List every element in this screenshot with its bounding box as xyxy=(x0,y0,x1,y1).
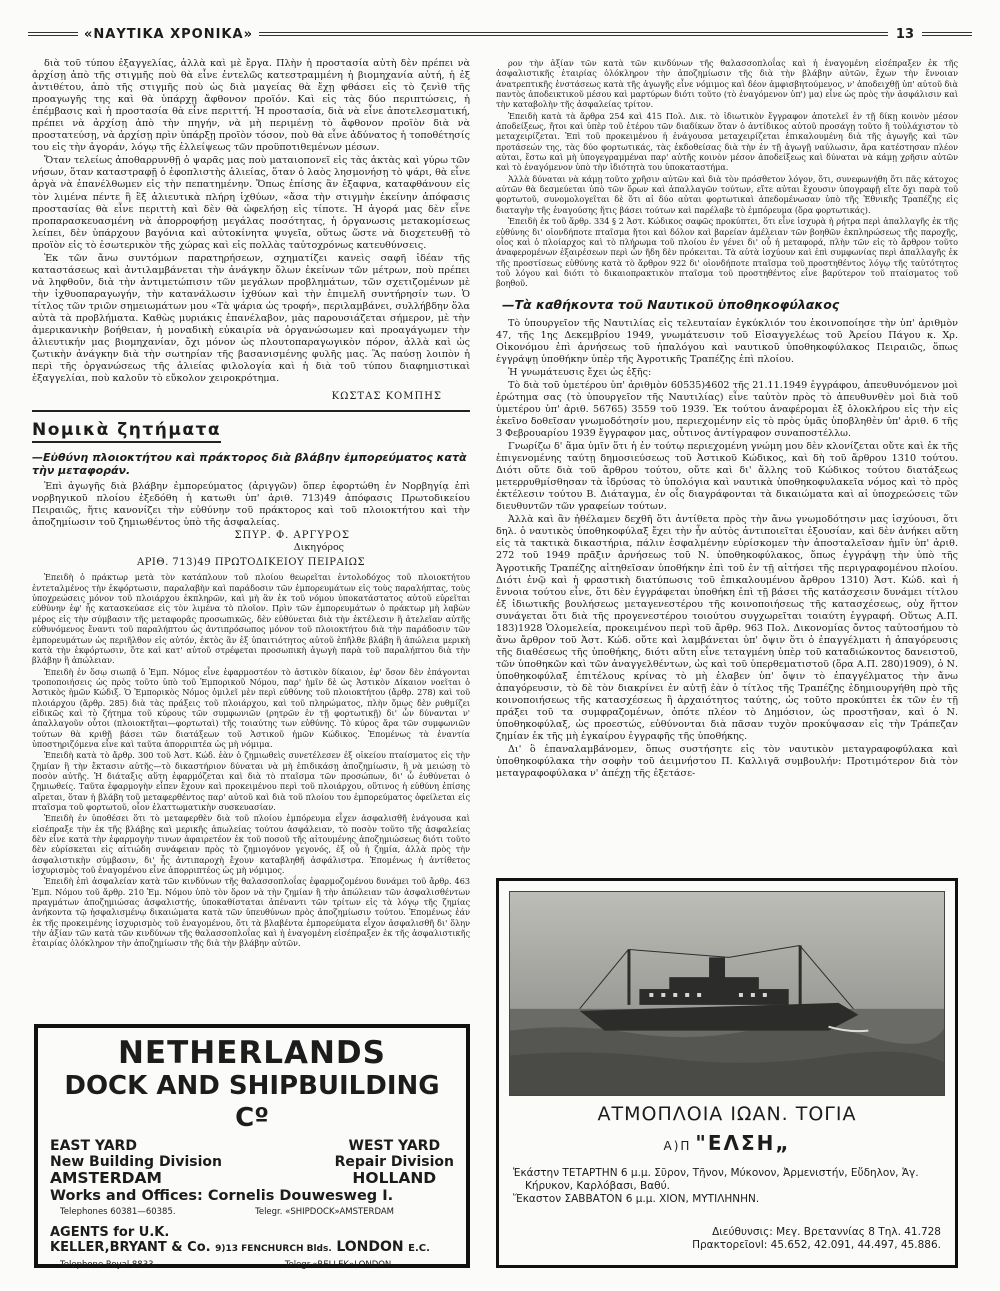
article-paragraph: Δι' ὃ ἐπαναλαμβάνομεν, ὅπως συστήσητε εἰς τὸν ναυτικὸν μεταγραφοφύλακα καὶ ὑποθηκοφύλακα τὴν σοφὴν τοῦ ἀειμνήστου Π. Καλλιγᾶ συμβουλήν: Προτιμότερον διὰ τὸν μεταγραφοφύλακα ν' ἀπέχῃ τῆς ἐξετάσε- xyxy=(496,744,958,780)
west-yard-label: WEST YARD xyxy=(348,1138,441,1154)
agents-contact-line xyxy=(60,1260,394,1270)
agents-postcode: E.C. xyxy=(408,1243,430,1254)
ad-yards xyxy=(50,1138,454,1186)
article-paragraph: Ἀλλὰ καὶ ἂν ἠθέλαμεν δεχθῆ ὅτι ἀντίθετα πρὸς τὴν ἄνω γνωμοδότησιν μας ἰσχύουσι, ὅτι δηλ. ὁ ναυτικὸς ὑποθηκοφύλαξ ἔχει τὴν ἦν αὐτὸς ἀντιποιεῖται ἐξουσίαν, καὶ δὲν ἀνήκει αὕτη εἰς τὰ τακτικὰ δικαστήρια, πάλιν ἐσφαλμένην εὑρίσκομεν τὴν ἀποσταλεῖσαν ἡμῖν ὑπ' ἀριθ. 272 τοῦ 1949 πρᾶξιν ἀρνήσεως τοῦ Ν. ὑποθηκοφύλακος, ὅπως ἐγγράψῃ τὴν ὑπὸ τῆς Ἀγροτικῆς Τραπέζης αἰτηθεῖσαν ὑποθήκην ἐπὶ τοῦ ἐν τῇ αἰτήσει τῆς περιγραφομένου πλοίου. Διότι ἐνῷ καὶ ἡ φραστικὴ διατύπωσις τοῦ ἐπικαλουμένου ἄρθρου 1310) Ἀστ. Κώδ. καὶ ἡ ἔννοια τούτου εἶνε, ὅτι δὲν ἐγγράφεται ὑποθήκη ἐπὶ τῇ βάσει τῆς κατάσχεσιν δυνάμει τίτλου ἐξ ἰδιωτικῆς βουλήσεως μεταγενεστέρου τῆς κοινοποιήσεως τῆς κατασχέσεως, οὐχ ἥττον συνάγεται ὅτι διὰ τῆς προγενεστέρου τοιούτου συγχωρεῖται τοιαύτη ἐγγραφή. Οὕτως Α.Π. 183)1928 Ὁλομελεία, προκειμένου περὶ τοῦ ἄρθρ. 963 Πολ. Δικονομίας ὄντος ταὐτοσήμου τὸ ἄνω ἄρθρον τοῦ Ἀστ. Κώδ. οὔτε καὶ λαμβάνεται ὑπ' ὄψιν ὅτι ὁ ἐπαγγέλματι ἡ ἀπαγόρευσις τῆς διαθέσεως τῆς ὑποθήκης, διότι αὕτη εἶνε τεταγμένη ὑπὲρ τοῦ καταδιώκοντος δανειστοῦ, τῶν ὑποθηκῶν καὶ τῶν ἀναγγελθέντων, ὡς καὶ τοῦ ὑπερθεματιστοῦ (ὅρα Α.Π. 280)1909), ὁ Ν. ὑποθηκοφύλαξ ἐπιτέλους κρίνας τὸ μὴ ἐλαβεν ὑπ' ὄψιν τὸ ἐπαγγέλματος τὴν ἄνω ἀπαγόρευσιν, τὸ δὲ τὸν διακρίνει ἐν αὐτῇ ἐὰν ὁ τίτλος τῆς Τραπέζης ἐδημιουργήθη πρὸ τῆς κοινοποιήσεως τῆς κατασχέσεως ἢ ἀρχαιότητος ταύτης, ὡς τοῦτο προκύπτει ἐκ τῶν ἐν τῇ πράξει τοῦ τα συμφραζομένων, ὁπότε πλέον τὸ Δημόσιον, ὡς προστῆσαν, καὶ ὁ Ν. ὑποθηκοφύλαξ, ὡς προεστώς, εὐθύνονται διὰ πᾶσαν τυχὸν προκύψασαν εἰς τὴν Τράπεζαν ζημίαν ἐκ τῆς μὴ ἐγκαίρου ἐγγραφῆς τῆς ὑποθήκης. xyxy=(496,514,958,743)
ship-name: "ΕΛΣΗ„ xyxy=(695,1131,791,1155)
ruling-paragraph: Ἐπειδὴ ἐπὶ ἀσφαλείαν κατὰ τῶν κινδύνων τῆς θαλασσοπλοΐας ἐφαρμοζομένου δυνάμει τοῦ ἄρθρ. 463 Ἐμπ. Νόμου τοῦ ἄρθρ. 210 Ἐμ. Νόμου ὑπὸ τὸν ὅρον νὰ τὴν ζημίαν ἢ τὴν ἀπώλειαν τῶν ἀσφαλισθέντων πραγμάτων ἀποζημιώσας ἀσφαλιστής, ὑποκαθίσταται ἀπέναντι τῶν τρίτων εἰς τὰ λόγῳ τῆς ζημίας ἀνήκοντα τῷ ἠσφαλισμένῳ δικαιώματα κατὰ τῶν ὑπευθύνων πρὸς ἀποζημίωσιν τούτου. Ἐπομένως ἐάν ἐκ τῆς προκειμένης ἰσχυρισμὸς τοῦ ἐναγομένου, ὅτι τὰ βλαβέντα ἐμπορεύματα εἶχον ἀσφαλισθῆ δι' ὅλην τὴν ἀξίαν τῶν κατὰ τῶν κινδύνων τῆς θαλασσοπλοΐας καὶ ἡ ἐναγομένη εἰσέπραξεν ἐκ τῆς ἀσφαλιστικῆς ἑταιρίας ὁλόκληρον τὴν ἀποζημίωσιν τῆς διὰ τὴν βλάβην αὐτῶν. xyxy=(32,876,470,949)
west-yard xyxy=(335,1138,454,1186)
left-column xyxy=(32,58,470,950)
article-paragraph: Ὅταν τελείως ἀποθαρρυνθῇ ὁ ψαρᾶς μας ποὺ ματαιοπονεῖ εἰς τὰς ἀκτὰς καὶ γύρω τῶν νήσων, ὅταν καταστραφῇ ὁ ἐφοπλιστὴς ἁλιείας, ὅταν ὁ λαὸς λησμονήσῃ τὸ ψάρι, θὰ εἶνε ἀργὰ νὰ ἐπανέλθωμεν εἰς τὴν πεπατημένην. Ὅπως ἐπίσης ἂν ἐξαφνα, καταφθάνουν εἰς τὸν λιμένα πέντε ἢ ἓξ ἁλιευτικὰ πλήρη ἰχθύων, «ἄσα τὴν στιγμὴν ἐκείνην ἀπόφασις προστασίας θὰ εἶνε περιττὴ καὶ δὲν θὰ ὠφελήσῃ εἰς τίποτε. Ἡ ἀγορά μας δὲν εἶνε προπαρασκευασμένη νὰ ἀπορροφήσῃ μεγάλας ποσότητας, ἡ ὀργανωσις μετακομίσεως λείπει, δὲν ὑπάρχουν βαγόνια καὶ αὐτοκίνητα ψυγεῖα, οὕτως ὥστε νὰ διοχετευθῇ τὸ προϊὸν εἰς τὸ ἐσωτερικὸν τῆς χώρας καὶ εἰς πολλὰς ταὐτοχρόνως κατευθύνσεις. xyxy=(32,155,470,251)
ruling-paragraph: Ἐπειδὴ κατὰ τὸ ἄρθρ. 300 τοῦ Ἀστ. Κώδ. ἐὰν ὁ ζημιωθεὶς συνετέλεσεν ἐξ οἰκείου πταίσματος εἰς τὴν ζημίαν ἢ τὴν ἔκτασιν αὐτῆς—τὸ δικαστήριον δύναται νὰ μὴ ἐπιδικάσῃ ἀποζημίωσιν, ἢ νὰ μειώσῃ τὸ ποσὸν αὐτῆς. Ἡ διάταξις αὕτη ἐφαρμόζεται καὶ διὰ τὸ πταῖσμα τῶν προσώπων, δι' ὧ ἐυθύνεται ὁ ζημιωθείς. Ταῦτα ἐφαρμογὴν εἶπεν ἔχουν καὶ προκειμένου περὶ τοῦ πλοιάρχου, οὕτινος ἡ εὐθύνη ἐπίσης αἴρεται, ὅταν ἡ βλάβη τοῦ μεταφερθέντος παρ' αὐτοῦ καὶ διὰ τοῦ πλοίου του ἐμπορεύματος ὀφείλεται εἰς πταῖσμα τοῦ φορτωτοῦ, οἷον ἐλαττωματικὴν συσκευασίαν. xyxy=(32,750,470,813)
east-yard-city: AMSTERDAM xyxy=(50,1169,162,1187)
agents-line xyxy=(50,1240,454,1257)
ad-works-address: Works and Offices: Cornelis Douwesweg I. xyxy=(50,1188,394,1204)
agents-city: LONDON xyxy=(336,1239,404,1255)
east-yard xyxy=(50,1138,222,1186)
author-role-line xyxy=(32,542,350,554)
ruling-paragraph: ρον τὴν ἀξίαν τῶν κατὰ τῶν κινδύνων τῆς θαλασσοπλοΐας καὶ ἡ ἐναγομένη εἰσέπραξεν ἐκ τῆς ἀσφαλιστικῆς ἑταιρίας ὁλόκληρον τὴν ἀποζημίωσιν τῆς διὰ τὴν βλάβην αὐτῶν, ἔχων τὴν ἔννοιαν ἀνατρεπτικῆς ἐνστάσεως κατὰ τῆς ἀγωγῆς εἶνε νόμιμος καὶ δέον ἀμφισβητούμενος, ν' ἀποδειχθῇ ὑπ' αὐτοῦ διὰ παντὸς ἀποδεικτικοῦ μέσου καὶ μαρτύρων διότι τοῦτο (τὸ ἐναγόμενον ὑπ') μα) εἶνε ὡς πρὸς τὴν ἀσφάλισιν καὶ τὴν καταβολὴν τῆς ἀσφαλείας τρίτον. xyxy=(496,58,958,110)
agents-telephone: Telephone Royal 8833. xyxy=(60,1260,157,1270)
ruling-paragraph: Ἐπειδὴ ἐν ὅσῳ σιωπᾷ ὁ Ἐμπ. Νόμος εἶνε ἐφαρμοστέον τὸ ἀστικὸν δίκαιον, ἐφ' ὅσον δὲν ἐπάγονται τροποποιήσεις ὡς πρὸς τοῦτο ὑπὸ τοῦ Ἐμπορικοῦ Νόμου, παρ' ἡμῖν δὲ ὡς Ἀστικὸν Δίκαιον νοεῖται ὁ Ἀστικὸς ἡμῶν Κώδιξ. Ὁ Ἐμπορικὸς Νόμος ὁμιλεῖ μὲν περὶ εὐθύνης τοῦ πλοιοκτήτου (ἄρθρ. 278) καὶ τοῦ πλοιάρχου (ἄρθρ. 285) διὰ τὰς πράξεις τοῦ πλοιάρχου, καὶ τοῦ πληρώματος, πλὴν ὅμως δὲν ρυθμίζει εἰδικῶς καὶ τὸ ζήτημα τοῦ κύρους τῶν συμφωνιῶν (ρητρῶν ἐν τῇ φορτωτικῇ) δι' ὧν δύνανται ν' ἀπαλλαγοῦν οὗτοι (πλοιοκτῆται—φορτωταὶ) τῆς τοιαύτης των εὐθύνης. Τὸ κύρος ἄρα τῶν συμφωνιῶν τούτων θὰ κριθῇ βάσει τῶν διατάξεων τοῦ Ἀστικοῦ ἡμῶν Κώδικος. Ἐπομένως τὰ ἐναντία ὑποστηριζόμενα εἶνε καὶ ταῦτα ἀπορριπτέα ὡς μὴ νόμιμα. xyxy=(32,666,470,749)
author-name: ΣΠΥΡ. Φ. ΑΡΓΥΡΟΣ xyxy=(234,530,350,542)
ruling-paragraph: Ἐπειδὴ ὁ πράκτωρ μετὰ τὸν κατάπλουν τοῦ πλοίου θεωρεῖται ἐντολοδόχος τοῦ πλοιοκτήτου ἐντεταλμένος τὴν ἐκφόρτωσιν, παραλαβὴν καὶ παράδοσιν τῶν ἐμπορευμάτων εἰς τοὺς παραλήπτας, τοὺς ὑποχρεώσεις μόνον τοῦ πλοιάρχου ἐκπληρῶν, καὶ μὴ ἂν ἐκ τοῦ νόμου ὑποκατάστατος αὐτοῦ εὑρεῖται εὐθύνην ἐφ' ἧς κατασκεύασε εἰς τὸν λιμένα τὸ πλοῖον. Πρὶν τῶν ἐμπορευμάτων ὁ πράκτωρ μὴ λαβὼν μέρος εἰς τὴν σύμβασιν τῆς μεταφορᾶς προσωπικῶς, δὲν εὐθύνεται διὰ τὴν ἐκτέλεσιν ἢ ἀτελεῖαν αὐτῆς εὐθυνόμενος ἔναντι τοῦ παραλήπτου ὡς ἀντιπρόσωπος μόνον τοῦ πλοιοκτήτου διὰ τὴν παράδοσιν τῶν ἐμπορευμάτων ὡς περιῆλθον εἰς αὐτόν, ἐκτὸς ἂν ἐξ ὑπαιτιότητος αὐτοῦ ἐπῆλθε βλάβη ἢ ἀπώλεια μερικὴ κατὰ τὴν ἐκφόρτωσιν, ὅτε καὶ κατ' αὐτοῦ στρέφεται προσωπικὴ ἀγωγὴ παρὰ τοῦ παραλήπτου διὰ τὴν βλάβην ἢ ἀπώλειαν. xyxy=(32,572,470,666)
section-title: —Τὰ καθήκοντα τοῦ Ναυτικοῦ ὑποθηκοφύλακος xyxy=(502,296,840,312)
page-number: 13 xyxy=(895,26,914,42)
ad-company-subtitle: DOCK AND SHIPBUILDING Cº xyxy=(64,1071,440,1133)
ruling-paragraph: Ἐπειδὴ ἐν ὑποθέσει ὅτι τὸ μεταφερθὲν διὰ τοῦ πλοίου ἐμπόρευμα εἶχεν ἀσφαλισθῆ ἐνάγουσα καὶ εἰσέπραξε τὴν ἐκ τῆς βλάβης καὶ μερικῆς ἀπωλείας τούτου ἀσφάλειαν, τὸ ποσὸν τοῦτο τῆς ἀσφαλείας δὲν εἶνε κατὰ τὴν ἐφαρμογὴν τινων ἀφαιρετέον ἐκ τοῦ ποσοῦ τῆς αἰτουμένης ἀποζημιώσεως διότι τοῦτο δὲν εὑρίσκεται εἰς αἰτιώδη συνάφειαν πρὸς τὸ ζημιογόνον γεγονός, ἐξ οὗ ἡ ζημία, ἀλλὰ πρὸς τὴν ἀσφαλιστικὴν σύμβασιν, δι' ἧς ἀντιπαροχὴ ἔχουν καταβληθῆ ἀσφάλιστρα. Ἐπομένως ἡ ἀντίθετος ἰσχυρισμὸς τοῦ ἐναγομένου εἶνε ἀπορριπτέος ὡς μὴ νόμιμος. xyxy=(32,813,470,876)
article-paragraph: Τὸ διὰ τοῦ ὑμετέρου ὑπ' ἀριθμὸν 60535)4602 τῆς 21.11.1949 ἐγγράφου, ἀπευθυνόμενον μοὶ ἐρώτημα σας (τὸ ὑπουργεῖον τῆς Ναυτιλίας) εἶνε ταὐτὸν πρὸς τὸ ἀπευθυνθὲν μοὶ διὰ τοῦ ὑμετέρου ὑπ' ἀριθ. 56765) 3559 τοῦ 1939. Ἐκ τούτου ἀναφέρομαι ἐξ ὁλοκλήρου εἰς τὴν εἰς ἐκεῖνο δοθεῖσαν γνωμοδότησίν μου, περιεχομένην εἰς τὸ πρὸς ὑμᾶς ὑποβληθὲν ὑπ' ἀριθ. 6 τῆς 3 Φεβρουαρίου 1939 ἔγγραφον μας, οὗτινος ἀντίγραφον συναποστέλλω. xyxy=(496,379,958,439)
ad-address: Διεύθυνσις: Μεγ. Βρεταννίας 8 Τηλ. 41.728 xyxy=(712,1226,941,1238)
article-paragraph: Ἡ γνωμάτευσις ἔχει ὡς ἑξῆς: xyxy=(508,366,652,378)
ad-title: ΑΤΜΟΠΛΟΙΑ ΙΩΑΝ. ΤΟΓΙΑ xyxy=(597,1103,857,1125)
schedule-item: Ἑκάστην ΤΕΤΑΡΤΗΝ 6 μ.μ. Σῦρον, Τῆνον, Μύκονον, Ἀρμενιστήν, Εὔδηλον, Ἁγ. Κήρυκον, Καρλόβασι, Βαθύ. xyxy=(513,1167,919,1192)
header-rule-end xyxy=(922,32,972,36)
ad-company-name: NETHERLANDS xyxy=(117,1035,386,1071)
schedule-list xyxy=(513,1167,943,1206)
ruling-paragraph: Ἐπειδὴ κατὰ τὰ ἄρθρα 254 καὶ 415 Πολ. Δικ. τὸ ἰδιωτικὸν ἔγγραφον ἀποτελεῖ ἐν τῇ δίκῃ κοινὸν μέσον ἀποδείξεως, ἤτοι καὶ ὑπὲρ τοῦ ἑτέρου τῶν διαδίκων ὅταν ὁ ἀντίδικος αὐτοῦ προσάγῃ τοῦτο ἢ τοὐλάχιστον τὸ μεταχειρίζεται. Ἐπὶ τοῦ προκειμένου ἡ ἐνάγουσα μεταχειρίζεται ἐπικαλουμένη διὰ τῆς ἀγωγῆς καὶ τῶν προτάσεών της, τὰς δύο φορτωτικάς, τὰς ἐκδοθείσας διὰ τὴν ἐν τῇ ἀγωγῇ ναύλωσιν, ἄρα κατέστησαν πλέον αὐται, ἔστω καὶ μὴ ὑπογεγραμμέναι παρ' αὐτῆς κοινὸν μέσον ἀποδείξεως καὶ δύναται νὰ κάμῃ χρῆσιν αὐτῶν καὶ τὸ ἐναγόμενον ὑπὸ τὴν ἰδιότητὰ του ὑποκαταστήμα. xyxy=(496,110,958,173)
ruling-paragraph: Ἀλλὰ δύναται νὰ κάμῃ τοῦτο χρῆσιν αὐτῶν καὶ διὰ τὸν πρόσθετον λόγον, ὅτι, συνεφωνήθη ὅτι πᾶς κάτοχος αὐτῶν θὰ δεσμεύεται ὑπὸ τῶν ὅρων καὶ ἀπαλλαγῶν τούτων, εἴτε αὐται ἔχουσιν ὑπογραφῇ εἴτε ὄχι παρὰ τοῦ φορτωτοῦ, συνομολογεῖται δὲ ὅτι αἱ δύο αὐται φορτωτικαὶ ἀπεδομένωσαν ὑπὸ τῆς Ἐθνικῆς Τραπέζης εἰς διαταγὴν τῆς ἐναγούσης ἥτις βάσει τούτων καὶ παρέλαβε τὸ ἐμπόρευμα (ὅρα φορτωτικάς). xyxy=(496,173,958,215)
article-paragraph: Τὸ ὑπουργεῖον τῆς Ναυτιλίας εἰς τελευταίαν ἐγκύκλιόν του ἐκοινοποίησε τὴν ὑπ' ἀριθμὸν 47, τῆς 1ης Δεκεμβρίου 1949, γνωμάτευσιν τοῦ Εἰσαγγελέως τοῦ Ἀρείου Πάγου κ. Χρ. Οἰκονόμου ἐπὶ ἀρνήσεως τοῦ ἠπαλόγου καὶ ναυτικοῦ ὑποθηκοφύλακος Πειραιῶς, ὅπως ἐγγράψῃ ὑποθήκην ὑπὲρ τῆς Ἀγροτικῆς Τραπέζης ἐπὶ πλοίου. xyxy=(496,317,958,365)
advertisement-togia-steamships xyxy=(496,878,958,1268)
article-paragraph: Γνωρίζω δ' ἅμα ὑμῖν ὅτι ἡ ἐν τούτῳ περιεχομένη γνώμη μου δὲν κλονίζεται οὔτε καὶ ἐκ τῆς ἐπιγενομένης ταύτῃ δημοσιεύσεως τοῦ Ἀστικοῦ Κώδικος, καὶ δὴ τοῦ ἄρθρου 1310 τούτου. Διότι οὔτε διὰ τοῦ ἄρθρου τούτου, οὔτε καὶ δι' ἄλλης τοῦ Κώδικος τούτου διατάξεως μετερρυθμίσθησαν τὰ ἰδρύσας τὸ ὑπολόγια καὶ ναυτικὰ ὑποθηκοφυλακεῖα νόμος καὶ τὸ πρὸς ἐκτέλεσιν τούτου Β. Διάταγμα, ἐν οἷς διαγράφονται τὰ δικαιώματα καὶ αἱ ὑποχρεώσεις τῶν διευθυντῶν τῶν γραφείων τούτων. xyxy=(496,441,958,513)
right-column xyxy=(496,58,958,781)
article-title: —Εὐθύνη πλοιοκτήτου καὶ πράκτορος διὰ βλάβην ἐμπορεύματος κατὰ τὴν μεταφοράν. xyxy=(32,451,467,478)
ship-photo xyxy=(509,891,945,1096)
ship-name-line xyxy=(499,1131,955,1155)
agents-address: 9)13 FENCHURCH Blds. xyxy=(215,1244,332,1254)
publication-title: «ΝΑΥΤΙΚΑ ΧΡΟΝΙΚΑ» xyxy=(84,26,253,42)
ad-agency-phones: ΠρακτορεῖονΙ: 45.652, 42.091, 44.497, 45.886. xyxy=(692,1239,941,1251)
agents-label: AGENTS for U.K. xyxy=(50,1225,170,1240)
section-title: Νομικὰ ζητήματα xyxy=(32,420,221,443)
ship-prefix: Α)Π xyxy=(663,1139,692,1153)
article-intro: Ἐπὶ ἀγωγῆς διὰ βλάβην ἐμπορεύματος (ἀριγγῶν) ὅπερ ἐφορτώθη ἐν Νορβηγίᾳ ἐπὶ νορβηγικοῦ πλοίου ἐξεδόθη ἡ κατωθι ὑπ' ἀριθ. 713)49 ἀπόφασις Πρωτοδικείου Πειραιῶς, ἥτις κανονίζει τὴν εὐθύνην τοῦ πράκτορος καὶ τοῦ πλοιοκτήτου καὶ τὴν ἀποζημίωσιν τοῦ ζημιωθέντος ὑπὸ τῆς ἀσφαλείας. xyxy=(32,481,470,529)
page-header xyxy=(28,22,972,46)
ad-telephones: Telephones 60381—60385. xyxy=(60,1207,176,1217)
header-rule-right xyxy=(259,32,888,36)
east-yard-division: New Building Division xyxy=(50,1154,222,1170)
west-yard-division: Repair Division xyxy=(334,1154,454,1170)
article-paragraph: Ἐκ τῶν ἄνω συντόμων παρατηρήσεων, σχηματίζει κανεὶς σαφῆ ἰδέαν τῆς καταστάσεως καὶ ἀντιλαμβάνεται τὴν ἀνάγκην ὅλων ἐκείνων τῶν μέτρων, ποὺ πρέπει νὰ ληφθοῦν, διὰ τὴν ἀντιμετώπισιν τῶν μεγάλων προβλημάτων, τῶν σχετιζομένων μὲ τὴν ἰχθυοπαραγωγήν, τὴν κατανάλωσιν ἰχθύων καὶ τὴν ἐπιμελῆ συντήρησίν των. Ὁ τίτλος τῶν τριῶν σημειωμάτων μου «Τὰ ψάρια ὡς τροφή», περιλαμβάνει, συλλήβδην ὅλα αὐτὰ τὰ προβλήματα. Καθὼς μυριάκις ἐπανέλαβον, μὰς παρουσιάζεται σήμερον, μὲ τὴν ἀμερικανικὴν βοήθειαν, ἡ μοναδικὴ εὐκαιρία νὰ ὀργανώσωμεν καὶ προαγάγωμεν τὴν ἁλιευτικήν μας βιομηχανίαν, ὄχι μόνον ὡς πλουτοπαραγωγικὸν πόρον, ἀλλὰ καὶ ὡς ζωτικὴν ἀνάγκην διὰ τὴν σωτηρίαν τῆς βασανισμένης φυλῆς μας. Ἂς παύσῃ λοιπὸν ἡ περὶ τῆς ὀργανώσεως τῆς ἁλιείας φιλολογία καὶ ἡ διὰ τοῦ τύπου διαφημιστικαὶ ἐξαγγελίαι, ποὺ καλοῦν τὸ εὔκολον χειροκρότημα. xyxy=(32,252,470,385)
schedule-item: Ἕκαστον ΣΑΒΒΑΤΟΝ 6 μ.μ. ΧΙΟΝ, ΜΥΤΙΛΗΝΗΝ. xyxy=(513,1193,760,1205)
ad-agents xyxy=(50,1225,454,1257)
ad-contact xyxy=(692,1226,941,1252)
header-rule-left xyxy=(28,32,78,36)
ruling-paragraph: Ἐπειδὴ ἐκ τοῦ ἄρθρ. 334 § 2 Ἀστ. Κώδικος σαφῶς προκύπτει, ὅτι εἶνε ἰσχυρὰ ἡ ρήτρα περὶ ἀπαλλαγῆς ἐκ τῆς εὐθύνης δι' οἱονδήποτε πταῖσμα ἤτοι καὶ δόλον καὶ βαρείαν ἀμέλειαν τῶν βοηθῶν ἐκπληρώσεως τῆς παροχῆς, οἷος καὶ ὁ πλοίαρχος καὶ τὸ πλήρωμα τοῦ πλοίου ἐν γένει δι' οὗ ἡ μεταφορά, πλὴν τῶν εἰς τὸ ἄρθρον τοῦτο ἀναφερομένων ἐξαιρέσεων περὶ ὧν ἤδη δὲν πρόκειται. Τὰ αὐτὰ ἰσχύουν καὶ ἐπὶ συμφωνίας περὶ ἀπαλλαγῆς ἐκ τῆς προστίσεως εὐθύνης κατὰ τὸ ἄρθρον 922 δι' οἱονδήποτε πταῖσμα τοῦ προστηθέντος λόγῳ τῆς ταὐτότητος τοῦ λόγου καὶ διότι τὸ δικαιοπρακτικὸν πταῖσμα τοῦ προστηθέντος εἶνε βαρύτερον τοῦ πταίσματος τοῦ βοηθοῦ. xyxy=(496,216,958,289)
agents-telegraph: Telegr.«RELLEK»LONDON. xyxy=(284,1260,394,1270)
ad-contact-line xyxy=(60,1207,394,1217)
ad-telegraph: Telegr. «SHIPDOCK»AMSTERDAM xyxy=(255,1207,394,1217)
article-signature: ΚΩΣΤΑΣ ΚΟΜΠΗΣ xyxy=(331,391,442,403)
advertisement-netherlands-dock xyxy=(34,1024,470,1268)
west-yard-country: HOLLAND xyxy=(352,1169,437,1187)
court-reference: ΑΡΙΘ. 713)49 ΠΡΩΤΟΔΙΚΕΙΟΥ ΠΕΙΡΑΙΩΣ xyxy=(136,557,366,569)
legal-section xyxy=(32,410,470,949)
author-role: Δικηγόρος xyxy=(293,542,344,554)
east-yard-label: EAST YARD xyxy=(50,1138,137,1154)
article-paragraph: διὰ τοῦ τύπου ἐξαγγελίας, ἀλλὰ καὶ μὲ ἔργα. Πλὴν ἡ προστασία αὐτὴ δὲν πρέπει νὰ ἀρχίσῃ ἀπὸ τῆς στιγμῆς ποὺ θὰ εἶνε ἐντελῶς κατεστραμμένη ἡ βιομηχανία αὐτή, ἡ ἐξ ἀντιθέτου, ἀπὸ τῆς στιγμῆς ποὺ ὡς διὰ μαγείας θὰ ἔχῃ φθάσει εἰς τὸ ζενὶθ τῆς προαγωγῆς της καὶ θὰ ὑπάρχῃ ἄφθονον προϊόν. Καὶ εἰς τὰς δύο περιπτώσεις, ἡ ἐπέμβασις καὶ ἡ προστασία θὰ εἶνε περιττή. Ἡ προστασία, διὰ νὰ εἶνε ἀποτελεσματική, πρέπει νὰ ἀρχίσῃ ἀπὸ τὴν πηγήν, νὰ μὴ περιμένῃ τὸ ἄφθονον προϊὸν διὰ νὰ προστατεύσῃ, νὰ ἀρχίσῃ πρὶν ὑπάρξῃ προϊὸν τόσον, ποὺ θὰ εἶνε ἀδύνατος ἡ τοποθέτησίς του εἰς τὴν ἀγοράν, λόγῳ τῆς ἐλλείψεως τῶν προϋποτιθεμένων μέσων. xyxy=(32,58,470,154)
agents-name: KELLER,BRYANT & Co. xyxy=(50,1240,211,1255)
